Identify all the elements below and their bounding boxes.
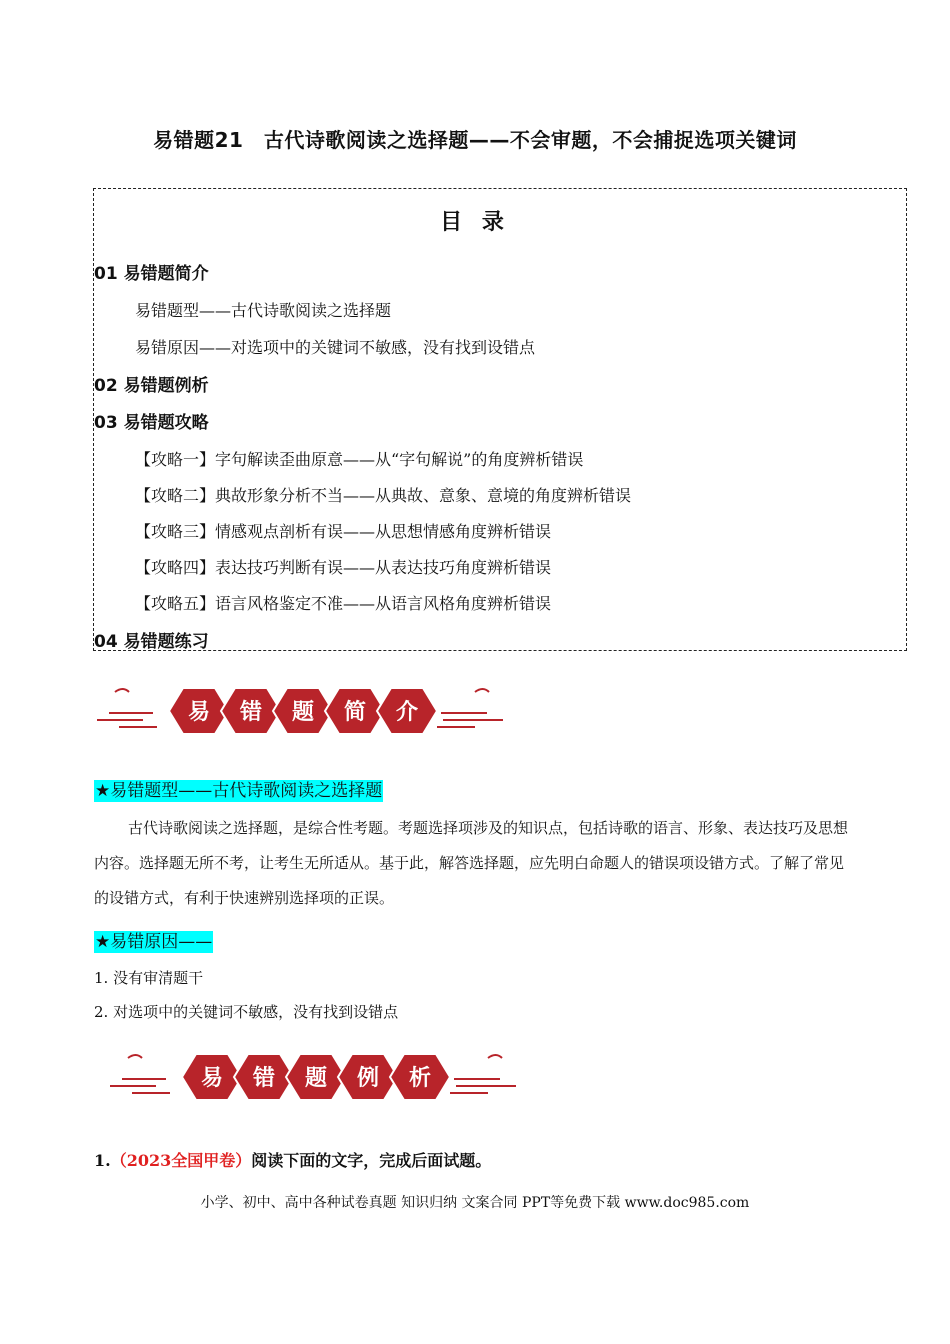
question-1-header [94, 1148, 491, 1171]
banner-intro-char-2: 错 [239, 700, 263, 725]
toc-item-type: 易错题型——古代诗歌阅读之选择题 [135, 301, 392, 320]
question-prompt: 阅读下面的文字，完成后面试题。 [251, 1151, 492, 1170]
page-footer: 小学、初中、高中各种试卷真题 知识归纳 文案合同 PPT等免费下载 www.doc985.com [200, 1195, 750, 1211]
banner-examples-char-1: 易 [200, 1066, 224, 1091]
banner-intro-char-3: 题 [291, 700, 315, 725]
document-title: 易错题21 古代诗歌阅读之选择题——不会审题，不会捕捉选项关键词 [153, 128, 797, 152]
toc-strategy-4: 【攻略四】表达技巧判断有误——从表达技巧角度辨析错误 [135, 558, 552, 577]
type-section-title: ★易错题型——古代诗歌阅读之选择题 [95, 781, 383, 801]
question-number: 1. [94, 1151, 111, 1170]
toc-section-01: 01 易错题简介 [94, 264, 209, 284]
toc-box [93, 188, 907, 651]
toc-strategy-2: 【攻略二】典故形象分析不当——从典故、意象、意境的角度辨析错误 [135, 486, 632, 505]
toc-strategy-5: 【攻略五】语言风格鉴定不准——从语言风格角度辨析错误 [135, 594, 552, 613]
type-section-paragraph: 古代诗歌阅读之选择题，是综合性考题。考题选择项涉及的知识点，包括诗歌的语言、形象、表达技巧及思想内容。选择题无所不考，让考生无所适从。基于此，解答选择题，应先明白命题人的错误项设错方式。了解了常见的设错方式，有利于快速辨别选择项的正误。 [94, 819, 849, 907]
banner-intro-char-4: 简 [343, 700, 367, 725]
banner-examples-char-2: 错 [252, 1066, 276, 1091]
question-source: （2023全国甲卷） [110, 1151, 252, 1170]
reason-section-title: ★易错原因—— [95, 932, 213, 952]
toc-strategy-1: 【攻略一】字句解读歪曲原意——从“字句解说”的角度辨析错误 [135, 450, 584, 469]
toc-item-reason: 易错原因——对选项中的关键词不敏感，没有找到设错点 [135, 338, 536, 357]
banner-intro-char-5: 介 [395, 700, 419, 725]
section-banner-intro [95, 680, 505, 742]
reason-item-2: 2. 对选项中的关键词不敏感，没有找到设错点 [94, 1003, 399, 1021]
toc-strategy-3: 【攻略三】情感观点剖析有误——从思想情感角度辨析错误 [135, 522, 552, 541]
section-banner-examples [108, 1046, 518, 1108]
toc-section-04: 04 易错题练习 [94, 632, 209, 652]
toc-heading: 目 录 [440, 210, 510, 235]
banner-examples-char-5: 析 [408, 1066, 432, 1091]
banner-intro-char-1: 易 [187, 700, 211, 725]
banner-examples-char-3: 题 [304, 1066, 328, 1091]
reason-item-1: 1. 没有审清题干 [94, 969, 204, 987]
toc-section-02: 02 易错题例析 [94, 376, 209, 396]
banner-examples-char-4: 例 [356, 1066, 380, 1091]
toc-section-03: 03 易错题攻略 [94, 413, 209, 433]
